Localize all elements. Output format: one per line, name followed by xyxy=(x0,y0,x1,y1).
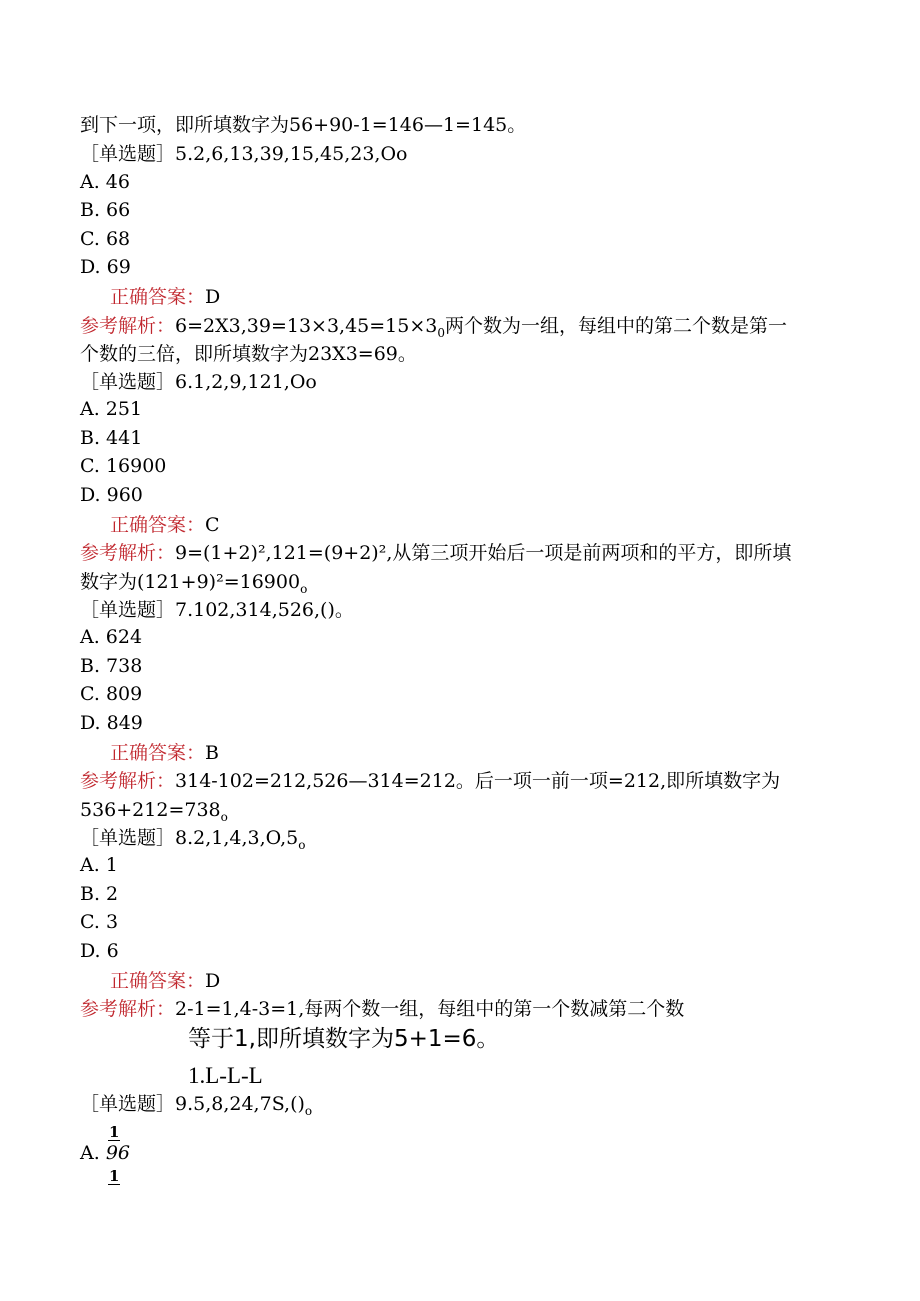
explanation-line-5a xyxy=(80,314,787,345)
option-c: C. 68 xyxy=(80,228,131,250)
option-b: B. 2 xyxy=(80,883,119,905)
option-b: B. 66 xyxy=(80,199,131,221)
option-d: D. 69 xyxy=(80,256,131,278)
explanation-text: 6=2X3,39=13×3,45=15×3 xyxy=(175,315,438,337)
question-stem-5: ［单选题］5.2,6,13,39,15,45,23,Oo xyxy=(80,143,408,165)
explanation-text-cont: 两个数为一组，每组中的第二个数是第一 xyxy=(445,315,788,337)
answer-line-5 xyxy=(110,285,220,309)
question-text: ［单选题］8.2,1,4,3,O,5 xyxy=(80,827,299,849)
explanation-text: 314-102=212,526—314=212。后一项一前一项=212,即所填数字为 xyxy=(175,770,781,792)
option-c: C. 809 xyxy=(80,683,143,705)
question-stem-9 xyxy=(80,1092,312,1123)
option-d: D. 6 xyxy=(80,940,119,962)
explanation-text: 2-1=1,4-3=1,每两个数一组，每组中的第一个数减第二个数 xyxy=(175,998,685,1020)
explanation-text: 9=(1+2)²,121=(9+2)²,从第三项开始后一项是前两项和的平方，即所填 xyxy=(175,542,792,564)
option-a: A. 624 xyxy=(80,626,143,648)
answer-value: C xyxy=(205,514,220,536)
question-text: ［单选题］9.5,8,24,7S,() xyxy=(80,1093,305,1115)
explanation-line-8a xyxy=(80,997,684,1021)
option-a: A. 251 xyxy=(80,398,143,420)
option-a: A. 1 xyxy=(80,854,118,876)
fraction-numerator: 1 xyxy=(109,1167,120,1185)
fraction-numerator: 1 xyxy=(109,1123,120,1141)
option-d: D. 849 xyxy=(80,712,143,734)
option-b: B. 441 xyxy=(80,427,143,449)
explanation-label: 参考解析： xyxy=(80,542,176,564)
explanation-label: 参考解析： xyxy=(80,315,176,337)
explanation-text: 数字为(121+9)²=16900 xyxy=(80,571,301,593)
question-subscript: o xyxy=(298,837,306,852)
explanation-line-8c: 1.L-L-L xyxy=(188,1063,263,1088)
explanation-subscript: o xyxy=(220,809,228,824)
answer-value: B xyxy=(205,742,219,764)
explanation-line-6b xyxy=(80,570,307,601)
option-d: D. 960 xyxy=(80,484,143,506)
answer-label: 正确答案： xyxy=(110,286,206,308)
question-stem-6: ［单选题］6.1,2,9,121,Oo xyxy=(80,371,317,393)
explanation-subscript: 0 xyxy=(437,325,446,340)
explanation-line-8b: 等于1,即所填数字为5+1=6。 xyxy=(188,1026,500,1052)
explanation-line-6a xyxy=(80,541,791,565)
explanation-text: 536+212=738 xyxy=(80,799,221,821)
option-c: C. 3 xyxy=(80,911,119,933)
explanation-label: 参考解析： xyxy=(80,770,176,792)
answer-value: D xyxy=(205,970,221,992)
explanation-subscript: o xyxy=(300,581,308,596)
question-subscript: o xyxy=(304,1103,313,1118)
fraction-denominator: 96 xyxy=(105,1142,130,1164)
option-c: C. 16900 xyxy=(80,455,167,477)
explanation-line-7a xyxy=(80,769,780,793)
explanation-line-7b xyxy=(80,798,228,829)
text-line: 到下一项，即所填数字为56+90-1=146—1=145。 xyxy=(80,114,527,136)
question-stem-7: ［单选题］7.102,314,526,()。 xyxy=(80,599,354,621)
answer-label: 正确答案： xyxy=(110,970,206,992)
answer-label: 正确答案： xyxy=(110,514,206,536)
answer-line-7 xyxy=(110,741,219,765)
answer-line-8 xyxy=(110,969,220,993)
answer-line-6 xyxy=(110,513,220,537)
option-a: A. 46 xyxy=(80,171,130,193)
explanation-line-5b: 个数的三倍，即所填数字为23X3=69。 xyxy=(80,343,417,365)
option-a xyxy=(80,1141,130,1165)
explanation-label: 参考解析： xyxy=(80,998,176,1020)
option-b: B. 738 xyxy=(80,655,143,677)
answer-label: 正确答案： xyxy=(110,742,206,764)
option-label: A. xyxy=(80,1142,100,1164)
answer-value: D xyxy=(205,286,221,308)
